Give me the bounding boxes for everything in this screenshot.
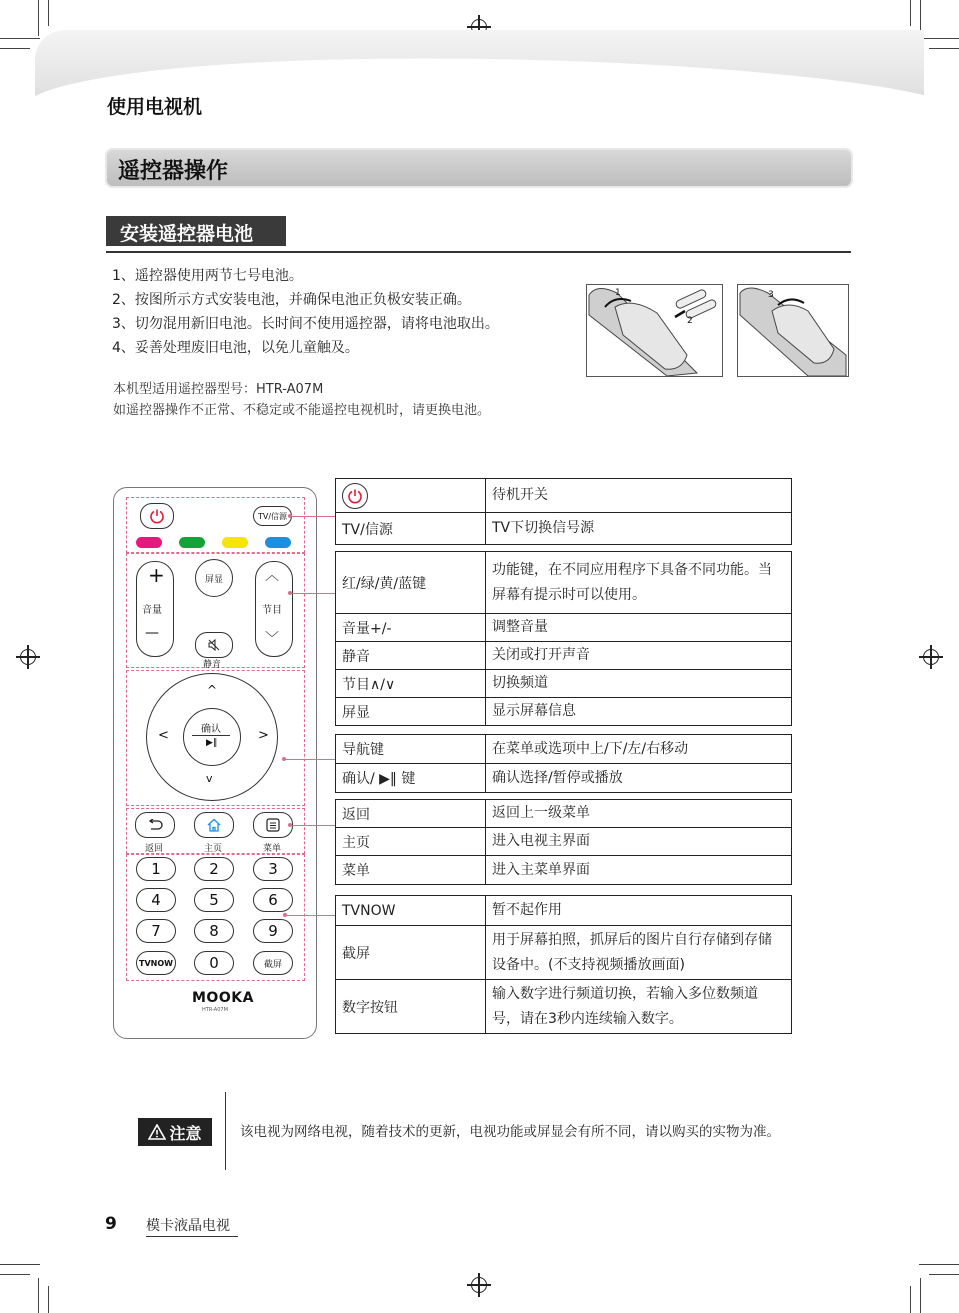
table-row [336,926,792,980]
remote-model-label: HTR-A07M [202,1007,228,1013]
table-row [336,642,792,670]
green-key[interactable] [179,537,205,548]
battery-install-figure [586,284,723,377]
warning-text: 该电视为网络电视，随着技术的更新，电视功能或屏显会有所不同，请以购买的实物为准。 [240,1124,780,1140]
warning-badge-label: 注意 [169,1123,202,1143]
crop-mark [920,1278,921,1313]
back-button[interactable] [135,812,175,838]
crop-mark [0,1264,40,1265]
registration-mark-icon [471,1277,487,1293]
section-title: 遥控器操作 [118,159,229,184]
power-icon [149,508,165,524]
leader-line [290,593,336,594]
ok-divider [192,735,230,736]
footer-brand: 模卡液晶电视 [146,1218,230,1234]
nav-up-icon: ^ [207,683,218,697]
table-cell-key: 主页 [336,828,486,856]
table-row [336,828,792,856]
crop-mark [929,48,959,49]
leader-line [290,516,336,517]
crop-mark [929,1274,959,1275]
digit-button[interactable]: 9 [253,919,293,943]
table-row [336,896,792,926]
page-title: 使用电视机 [107,96,203,118]
leader-line [284,759,336,760]
registration-mark-icon [923,649,939,665]
crop-mark [910,1286,911,1313]
remote-battery-icon [587,285,722,376]
digit-button[interactable]: 3 [253,857,293,881]
navigation-table [335,734,792,793]
nav-left-icon: < [158,728,169,743]
tv-source-button[interactable]: TV/信源 [253,506,292,526]
table-row [336,980,792,1034]
table-row [336,614,792,642]
crop-mark [38,1278,39,1313]
battery-step: 3、切勿混用新旧电池。长时间不使用遥控器，请将电池取出。 [112,316,499,332]
tvnow-button[interactable]: TVNOW [136,951,176,975]
subsection-title: 安装遥控器电池 [120,223,254,245]
table-cell-key: 音量+/- [336,614,486,642]
battery-step: 1、遥控器使用两节七号电池。 [112,268,303,284]
table-cell-key: 节目∧/∨ [336,670,486,698]
table-cell-key: 导航键 [336,735,486,764]
digit-button[interactable]: 7 [136,919,176,943]
table-row [336,735,792,764]
back-label: 返回 [145,844,164,854]
mute-label: 静音 [203,660,222,670]
table-cell-desc: 进入主菜单界面 [486,856,792,885]
warning-divider [225,1092,226,1170]
digit-button[interactable]: 8 [194,919,234,943]
mute-icon [207,638,221,652]
table-row [336,764,792,793]
red-key[interactable] [136,537,162,548]
warning-triangle-icon [148,1124,166,1140]
table-cell-desc: 返回上一级菜单 [486,800,792,828]
battery-step: 4、妥善处理废旧电池，以免儿童触及。 [112,340,359,356]
home-button[interactable] [194,812,234,838]
chevron-down-icon: ﹀ [265,631,279,647]
play-pause-icon: ▶‖ [206,738,218,748]
power-button[interactable] [140,503,174,529]
table-cell-key: 红/绿/黄/蓝键 [336,552,486,614]
table-cell-desc: 输入数字进行频道切换，若输入多位数频道号，请在3秒内连续输入数字。 [486,980,792,1034]
volume-down-label: — [145,625,159,641]
table-row [336,552,792,614]
chevron-up-icon: ︿ [265,568,279,584]
function-keys-table [335,551,792,726]
yellow-key[interactable] [222,537,248,548]
figure-step-label: 3 [768,290,774,300]
table-cell-desc: 切换频道 [486,670,792,698]
crop-mark [48,1286,49,1313]
screenshot-button[interactable]: 截屏 [253,951,293,975]
table-row [336,479,792,513]
table-row [336,800,792,828]
table-row [336,670,792,698]
section-title-bar [105,148,853,188]
nav-right-icon: > [258,728,269,743]
menu-label: 菜单 [263,844,282,854]
digit-button[interactable]: 1 [136,857,176,881]
ok-label: 确认 [201,724,221,735]
battery-step: 2、按图所示方式安装电池，并确保电池正负极安装正确。 [112,292,471,308]
table-cell-key: 截屏 [336,926,486,980]
table-cell-key: 静音 [336,642,486,670]
back-icon [147,819,163,831]
subsection-title-box [106,216,286,246]
display-button[interactable]: 屏显 [195,559,233,597]
menu-button[interactable] [253,812,293,838]
replace-note: 如遥控器操作不正常、不稳定或不能遥控电视机时，请更换电池。 [113,403,491,418]
crop-mark [919,1264,959,1265]
power-icon [342,483,368,509]
subsection-rule [106,251,851,253]
table-cell-desc: 确认选择/暂停或播放 [486,764,792,793]
battery-cover-figure [737,284,849,377]
remote-cover-icon [738,285,848,376]
digit-button[interactable]: 6 [253,888,293,912]
table-cell-desc: 用于屏幕拍照，抓屏后的图片自行存储到存储设备中。(不支持视频播放画面) [486,926,792,980]
table-cell-key: 确认/ ▶‖ 键 [336,764,486,793]
table-cell-key [336,479,486,513]
table-cell-key: TV/信源 [336,513,486,545]
registration-mark-icon [20,649,36,665]
figure-step-label: 2 [687,316,693,326]
model-note: 本机型适用遥控器型号：HTR-A07M [113,382,324,397]
table-cell-desc: 待机开关 [486,479,792,513]
table-cell-desc: 在菜单或选项中上/下/左/右移动 [486,735,792,764]
table-cell-key: TVNOW [336,896,486,926]
table-cell-desc: 关闭或打开声音 [486,642,792,670]
table-cell-desc: 进入电视主界面 [486,828,792,856]
table-cell-desc: TV下切换信号源 [486,513,792,545]
crop-mark [0,1274,30,1275]
zero-button[interactable]: 0 [194,951,234,975]
digit-button[interactable]: 2 [194,857,234,881]
table-cell-desc: 功能键，在不同应用程序下具备不同功能。当屏幕有提示时可以使用。 [486,552,792,614]
leader-line [290,825,336,826]
leader-line [285,915,336,916]
menu-keys-table [335,799,792,885]
home-label: 主页 [204,844,223,854]
volume-label: 音量 [142,605,162,616]
page-number: 9 [105,1214,117,1234]
channel-label: 节目 [262,605,282,616]
digit-button[interactable]: 4 [136,888,176,912]
table-cell-key: 屏显 [336,698,486,726]
blue-key[interactable] [265,537,291,548]
table-row [336,698,792,726]
table-cell-key: 菜单 [336,856,486,885]
crop-mark [48,0,49,26]
power-source-table [335,478,792,545]
figure-step-label: 1 [615,288,621,298]
digit-button[interactable]: 5 [194,888,234,912]
table-cell-key: 数字按钮 [336,980,486,1034]
table-cell-key: 返回 [336,800,486,828]
volume-up-label: + [148,563,165,587]
table-cell-desc: 调整音量 [486,614,792,642]
crop-mark [0,38,40,39]
table-row [336,513,792,545]
crop-mark [0,48,30,49]
number-keys-table [335,895,792,1034]
warning-badge [138,1118,212,1146]
mute-button[interactable] [195,632,233,658]
crop-mark [910,0,911,26]
crop-mark [38,0,39,36]
table-cell-desc: 显示屏幕信息 [486,698,792,726]
ok-button[interactable] [183,708,241,766]
table-cell-desc: 暂不起作用 [486,896,792,926]
table-row [336,856,792,885]
menu-icon [266,818,280,832]
home-icon [206,818,222,832]
footer-rule [146,1236,238,1237]
remote-brand-logo: MOOKA [192,990,254,1006]
nav-down-icon: v [206,772,213,785]
crop-mark [919,38,959,39]
